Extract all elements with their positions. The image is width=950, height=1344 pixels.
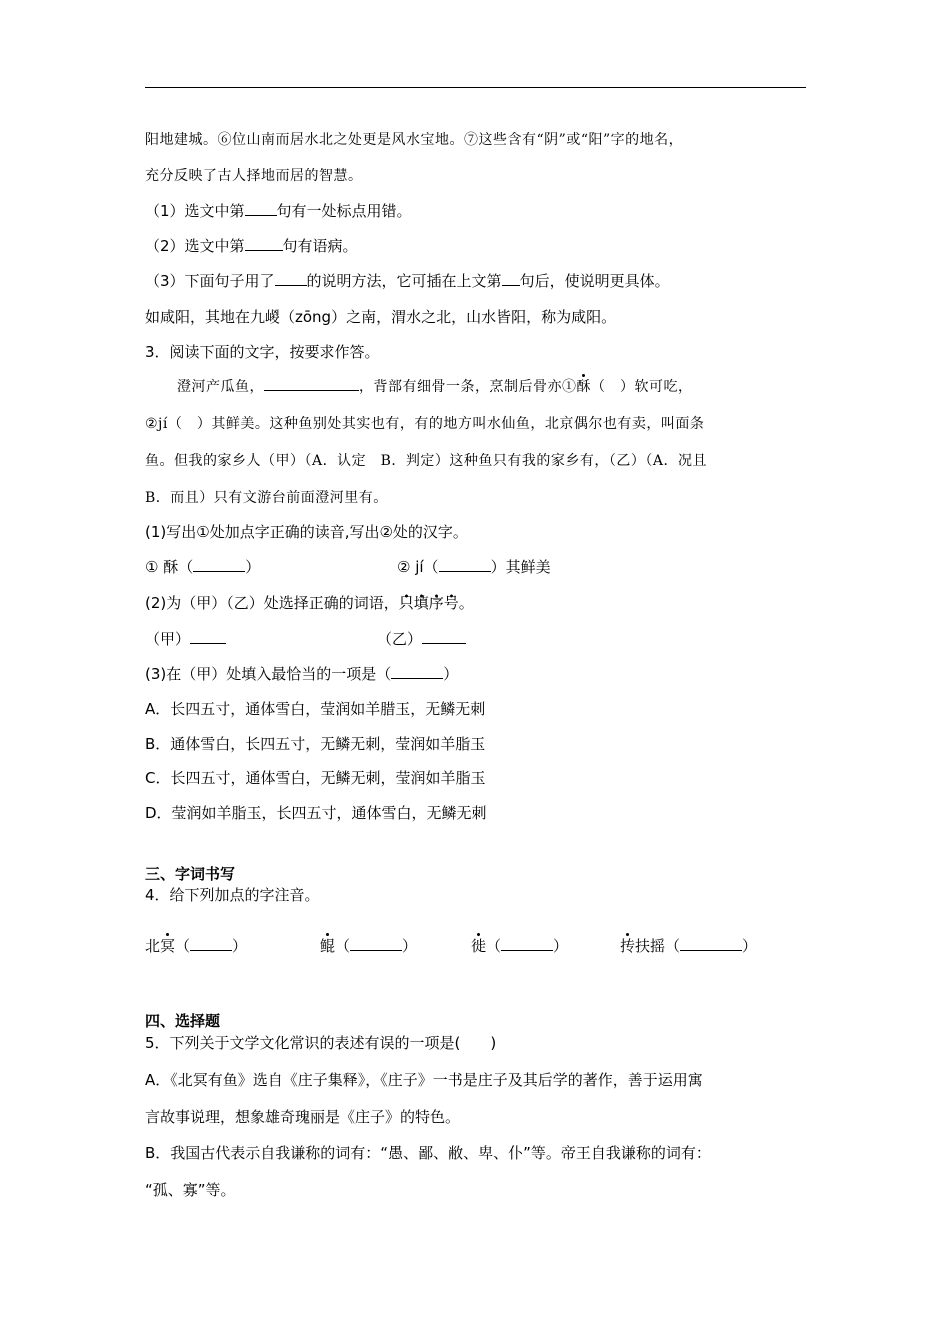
section-4-heading: 四、选择题 <box>145 1012 221 1030</box>
q3-title: 3．阅读下面的文字，按要求作答。 <box>145 343 380 361</box>
q4-word-4: 抟扶摇（ ） <box>620 937 758 955</box>
blank[interactable] <box>245 201 277 216</box>
header-rule <box>145 87 806 88</box>
blank[interactable] <box>190 629 226 644</box>
q3-option-b[interactable]: B．通体雪白，长四五寸，无鳞无刺，莹润如羊脂玉 <box>145 735 486 753</box>
q3-sub2: (2)为（甲）（乙）处选择正确的词语，只填序号。 <box>145 594 474 612</box>
q3-sub1-answer-b: ② jí（ ）其鲜美 <box>397 558 551 576</box>
q5-option-a-line-1[interactable]: A．《北冥有鱼》选自《庄子集释》，《庄子》一书是庄子及其后学的著作，善于运用寓 <box>145 1071 703 1089</box>
blank[interactable] <box>439 557 491 572</box>
q3-sub2-jia: （甲） <box>145 629 226 649</box>
q2-sub1: （1）选文中第 句有一处标点用错。 <box>145 202 412 220</box>
q4-word-3: 徙（ ） <box>471 937 569 955</box>
q3-sub1: (1)写出①处加点字正确的读音,写出②处的汉字。 <box>145 523 468 541</box>
blank[interactable] <box>350 936 402 951</box>
q2-sub2: （2）选文中第 句有语病。 <box>145 237 358 255</box>
q3-sub3: (3)在（甲）处填入最恰当的一项是（ ） <box>145 665 459 683</box>
q3-option-a[interactable]: A．长四五寸，通体雪白，莹润如羊腊玉，无鳞无刺 <box>145 700 486 718</box>
q3-passage-3: 鱼。但我的家乡人（甲）（A．认定 B．判定）这种鱼只有我的家乡有，（乙）（A．况且 <box>145 453 708 469</box>
q5-option-b-line-2: “孤、寡”等。 <box>145 1181 236 1199</box>
q2-example: 如咸阳，其地在九嵕（zōng）之南，渭水之北，山水皆阳，称为咸阳。 <box>145 308 617 326</box>
q3-passage-1: 澄河产瓜鱼， ，背部有细骨一条，烹制后骨亦①酥（ ）软可吃， <box>177 376 693 397</box>
q5-option-b-line-1[interactable]: B．我国古代表示自我谦称的词有：“愚、鄙、敝、卑、仆”等。帝王自我谦称的词有： <box>145 1144 711 1162</box>
blank[interactable] <box>190 936 232 951</box>
blank[interactable] <box>502 271 520 286</box>
blank[interactable] <box>275 271 307 286</box>
q5-option-a-line-2: 言故事说理，想象雄奇瑰丽是《庄子》的特色。 <box>145 1108 461 1126</box>
passage-line-2: 充分反映了古人择地而居的智慧。 <box>145 168 363 184</box>
blank[interactable] <box>193 557 245 572</box>
q3-sub2-yi: （乙） <box>377 629 466 649</box>
blank[interactable] <box>391 664 443 679</box>
q5-title: 5．下列关于文学文化常识的表述有误的一项是( ) <box>145 1034 497 1052</box>
q3-sub1-answer-a: ① 酥（ ） <box>145 558 261 576</box>
q4-word-1: 北冥（ ） <box>145 937 248 955</box>
blank[interactable] <box>422 629 466 644</box>
q3-passage-2: ②jí（ ）其鲜美。这种鱼别处其实也有，有的地方叫水仙鱼，北京偶尔也有卖，叫面条 <box>145 416 705 432</box>
q3-passage-4: B．而且）只有文游台前面澄河里有。 <box>145 490 388 506</box>
q2-sub3: （3）下面句子用了 的说明方法，它可插在上文第 句后，使说明更具体。 <box>145 272 670 290</box>
q3-option-d[interactable]: D．莹润如羊脂玉，长四五寸，通体雪白，无鳞无刺 <box>145 804 487 822</box>
blank[interactable] <box>264 376 359 391</box>
blank[interactable] <box>245 236 283 251</box>
passage-line-1: 阳地建城。⑥位山南而居水北之处更是风水宝地。⑦这些含有“阴”或“阳”字的地名， <box>145 132 684 148</box>
section-3-heading: 三、字词书写 <box>145 865 236 883</box>
blank[interactable] <box>501 936 553 951</box>
blank[interactable] <box>680 936 742 951</box>
q4-title: 4．给下列加点的字注音。 <box>145 886 320 904</box>
q3-option-c[interactable]: C．长四五寸，通体雪白，无鳞无刺，莹润如羊脂玉 <box>145 769 486 787</box>
q4-word-2: 鲲（ ） <box>320 937 418 955</box>
